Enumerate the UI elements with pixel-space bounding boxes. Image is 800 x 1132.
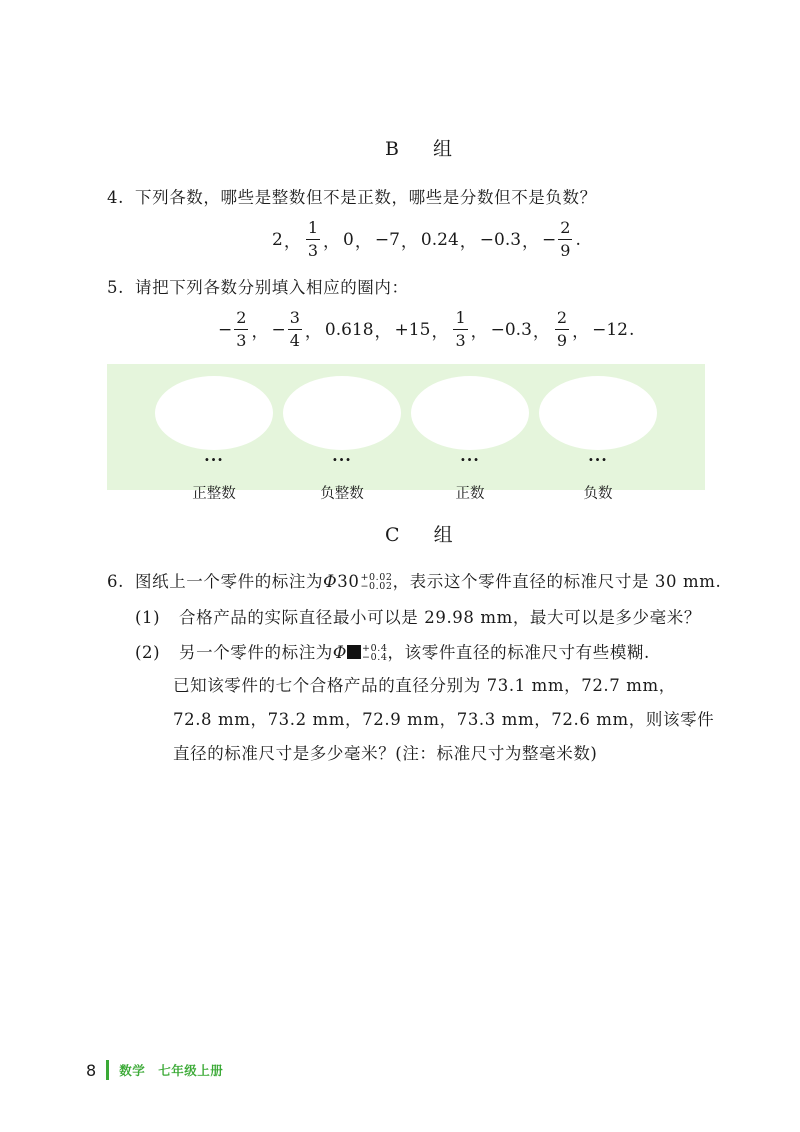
fraction-denominator: 3 — [455, 331, 466, 351]
set-circles-panel — [107, 364, 705, 502]
set-ellipsis: ··· — [588, 450, 608, 469]
question-5 — [107, 274, 409, 298]
number-value: 2 — [272, 229, 283, 250]
set-circle-negative-integers — [283, 376, 401, 503]
question-6-part-2 — [135, 639, 650, 663]
number-item — [272, 230, 283, 250]
question-6-part-1 — [135, 604, 701, 628]
book-title: 数学 七年级上册 — [119, 1063, 224, 1078]
list-separator: ， — [532, 322, 550, 343]
number-item — [325, 320, 374, 340]
number-item — [542, 218, 574, 261]
fraction — [234, 308, 248, 351]
list-separator: ， — [323, 232, 341, 253]
tolerance-upper: +0.02 — [360, 571, 393, 583]
set-ellipse — [411, 376, 529, 450]
group-c-heading: C 组 — [385, 524, 467, 546]
fraction-denominator: 3 — [236, 331, 247, 351]
number-value: −7 — [374, 229, 400, 250]
number-value: 0.618 — [324, 319, 374, 340]
number-value: +15 — [394, 319, 431, 340]
number-value: −12 — [592, 319, 628, 340]
number-item — [343, 230, 354, 250]
number-sign: − — [542, 229, 557, 250]
fraction — [288, 308, 302, 351]
list-separator: ， — [459, 232, 477, 253]
part-2-line-2: 已知该零件的七个合格产品的直径分别为 73.1 mm，72.7 mm， — [173, 676, 676, 695]
list-separator: ， — [283, 232, 301, 253]
question-5-number: 5. — [107, 278, 124, 297]
set-ellipsis: ··· — [460, 450, 480, 469]
question-5-text: 请把下列各数分别填入相应的圈内： — [135, 278, 409, 297]
question-4-text: 下列各数，哪些是整数但不是正数，哪些是分数但不是负数？ — [135, 188, 597, 207]
question-4-number-list — [272, 218, 584, 261]
list-separator: ， — [251, 322, 269, 343]
fraction-numerator: 1 — [455, 308, 466, 327]
list-separator: ， — [304, 322, 322, 343]
part-1-label: (1) — [135, 608, 161, 627]
group-b-heading: B 组 — [385, 138, 467, 160]
page-footer — [86, 1060, 223, 1080]
list-separator: ， — [572, 322, 590, 343]
fraction-denominator: 9 — [556, 331, 568, 351]
question-4 — [107, 184, 597, 208]
number-item — [553, 308, 571, 351]
number-item — [271, 308, 303, 351]
set-circle-negative-numbers — [539, 376, 657, 503]
part-2-line-4: 直径的标准尺寸是多少毫米？(注：标准尺寸为整毫米数) — [173, 744, 598, 763]
obscured-dimension-box — [347, 645, 361, 659]
footer-divider — [106, 1060, 109, 1080]
question-6 — [107, 568, 721, 592]
set-ellipse — [155, 376, 273, 450]
number-item — [395, 320, 431, 340]
number-item — [304, 218, 322, 261]
tolerance — [362, 644, 387, 662]
fraction-numerator: 2 — [556, 308, 568, 327]
question-6-number: 6. — [107, 572, 124, 591]
fraction — [306, 218, 320, 261]
number-value: 0.24 — [420, 229, 459, 250]
fraction-numerator: 3 — [289, 308, 300, 327]
set-label: 正整数 — [192, 486, 236, 502]
question-6-intro-end: ，表示这个零件直径的标准尺寸是 30 mm. — [392, 572, 722, 591]
tolerance — [360, 573, 392, 591]
list-separator: ， — [470, 322, 488, 343]
list-separator: ， — [374, 322, 392, 343]
number-item — [375, 230, 400, 250]
list-end: . — [628, 319, 635, 340]
list-separator: ， — [431, 322, 449, 343]
number-item — [480, 230, 521, 250]
fraction-numerator: 1 — [307, 218, 319, 237]
part-2-line-3: 72.8 mm，73.2 mm，72.9 mm，73.3 mm，72.6 mm，则该零件 — [173, 710, 715, 729]
list-separator: ， — [354, 232, 372, 253]
set-circle-positive-integers — [155, 376, 273, 503]
set-label: 负整数 — [320, 486, 364, 502]
set-ellipsis: ··· — [204, 450, 224, 469]
number-item — [451, 308, 469, 351]
number-value: −0.3 — [490, 319, 532, 340]
set-label: 正数 — [455, 486, 485, 502]
fraction-denominator: 3 — [307, 241, 319, 261]
tolerance-upper: +0.4 — [362, 642, 388, 654]
fraction — [555, 308, 569, 351]
set-ellipse — [283, 376, 401, 450]
number-item — [218, 308, 250, 351]
set-circle-positive-numbers — [411, 376, 529, 503]
number-value: 0 — [343, 229, 354, 250]
part-2-intro: 另一个零件的标注为 — [179, 643, 333, 662]
tolerance-lower: −0.4 — [362, 651, 388, 663]
tolerance-lower: −0.02 — [360, 580, 393, 592]
number-item — [592, 320, 628, 340]
fraction-denominator: 4 — [289, 331, 300, 351]
phi-symbol: Φ — [323, 572, 338, 591]
number-item — [421, 230, 459, 250]
question-6-intro: 图纸上一个零件的标注为 — [135, 572, 324, 591]
part-2-label: (2) — [135, 643, 161, 662]
fraction-numerator: 2 — [560, 218, 571, 237]
part-2-intro-end: ，该零件直径的标准尺寸有些模糊. — [387, 643, 650, 662]
fraction — [453, 308, 467, 351]
page-number: 8 — [86, 1060, 97, 1080]
set-label: 负数 — [583, 486, 613, 502]
list-separator: ， — [522, 232, 540, 253]
fraction-numerator: 2 — [236, 308, 247, 327]
number-value: −0.3 — [479, 229, 522, 250]
list-separator: ， — [400, 232, 418, 253]
number-sign: − — [271, 319, 286, 340]
set-ellipsis: ··· — [332, 450, 352, 469]
fraction — [558, 218, 572, 261]
dimension-base: 30 — [337, 572, 360, 591]
number-sign: − — [218, 319, 233, 340]
phi-symbol: Φ — [332, 643, 348, 662]
set-ellipse — [539, 376, 657, 450]
fraction-denominator: 9 — [560, 241, 571, 261]
list-end: . — [575, 229, 581, 250]
part-1-text: 合格产品的实际直径最小可以是 29.98 mm，最大可以是多少毫米？ — [179, 608, 701, 627]
number-item — [491, 320, 532, 340]
question-4-number: 4. — [107, 188, 124, 207]
question-5-number-list — [218, 308, 637, 351]
